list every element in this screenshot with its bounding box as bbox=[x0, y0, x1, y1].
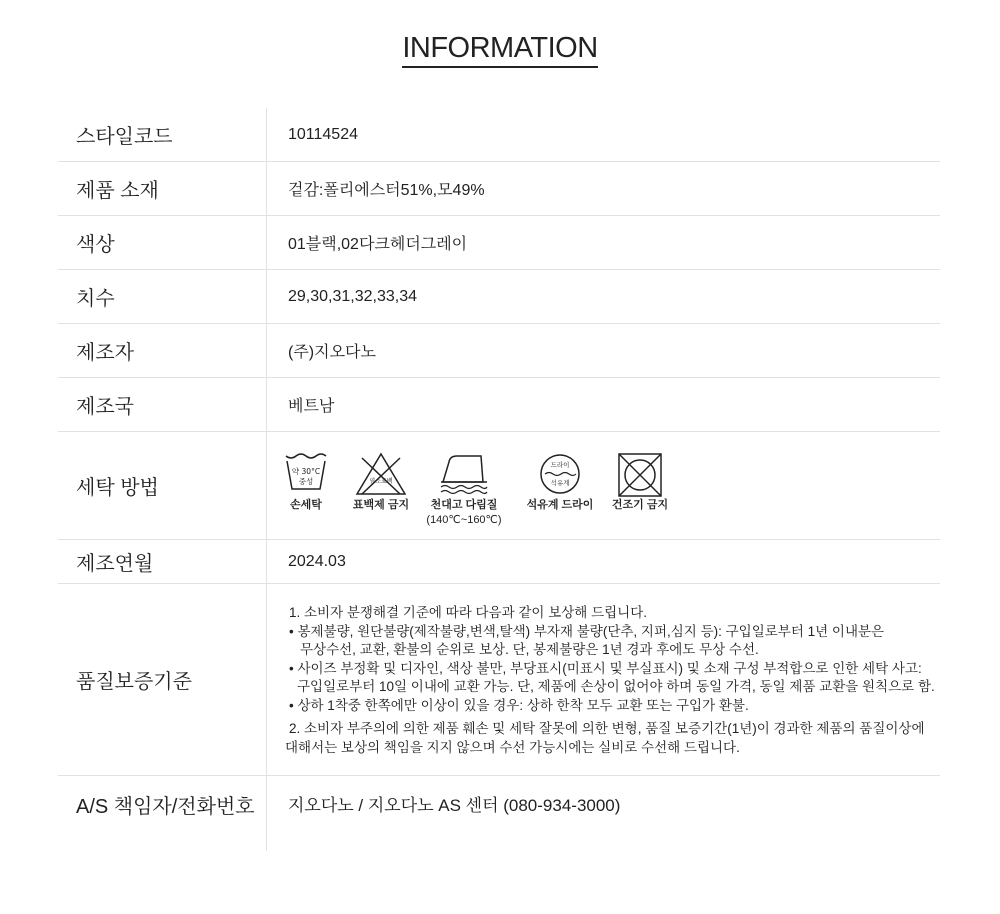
page-title: INFORMATION bbox=[402, 30, 597, 68]
iron-caption-wrap bbox=[426, 498, 501, 528]
no-bleach-text: 염소표백 bbox=[369, 478, 393, 485]
table-row bbox=[58, 432, 940, 540]
row-label-country: 제조국 bbox=[58, 378, 267, 431]
row-label-material: 제품 소재 bbox=[58, 162, 267, 215]
quality-item-1: 1. 소비자 분쟁해결 기준에 따라 다음과 같이 보상해 드립니다. bbox=[289, 605, 647, 620]
care-iron bbox=[424, 452, 504, 528]
dry-clean-petroleum-icon bbox=[538, 452, 582, 496]
row-value-country: 베트남 bbox=[288, 398, 335, 415]
row-label-mfg-date: 제조연월 bbox=[58, 540, 267, 583]
care-no-tumble bbox=[608, 452, 672, 513]
quality-bullet-2a: • 사이즈 부정확 및 디자인, 색상 불만, 부당표시(미표시 및 부실표시) 및 소재 구성 부적합으로 인한 세탁 사고: bbox=[289, 660, 922, 676]
no-bleach-caption: 표백제 금지 bbox=[352, 499, 410, 511]
row-value-style-code: 10114524 bbox=[288, 125, 358, 143]
info-table bbox=[58, 108, 940, 851]
iron-sub: (140℃~160℃) bbox=[426, 514, 502, 526]
table-row bbox=[58, 540, 940, 584]
care-dry-clean bbox=[522, 452, 598, 513]
no-tumble-caption: 건조기 금지 bbox=[611, 499, 669, 511]
quality-item-2b: 대해서는 보상의 책임을 지지 않으며 수선 가능시에는 실비로 수선해 드립니다. bbox=[285, 739, 740, 755]
table-row bbox=[58, 270, 940, 324]
no-bleach-icon bbox=[354, 452, 408, 496]
care-hand-wash bbox=[284, 452, 328, 513]
table-row bbox=[58, 584, 940, 776]
table-row bbox=[58, 324, 940, 378]
dry-clean-top: 드라이 bbox=[550, 461, 570, 469]
row-label-manufacturer: 제조자 bbox=[58, 324, 267, 377]
row-label-washing: 세탁 방법 bbox=[58, 432, 267, 539]
no-tumble-dry-icon bbox=[617, 452, 663, 498]
table-row bbox=[58, 216, 940, 270]
row-value-mfg-date: 2024.03 bbox=[288, 552, 346, 570]
dry-clean-bottom: 석유계 bbox=[550, 479, 570, 487]
care-no-bleach bbox=[354, 452, 408, 513]
quality-bullet-1b: 무상수선, 교환, 환불의 순위로 보상. 단, 봉제불량은 1년 경과 후에도 무상 수선. bbox=[300, 642, 759, 657]
row-label-quality: 품질보증기준 bbox=[58, 584, 267, 775]
row-label-style-code: 스타일코드 bbox=[58, 108, 267, 161]
quality-text bbox=[267, 584, 940, 775]
row-value-color: 01블랙,02다크헤더그레이 bbox=[288, 236, 468, 253]
quality-bullet-1a: • 봉제불량, 원단불량(제작불량,변색,탈색) 부자재 불량(단추, 지퍼,심지 등): 구입일로부터 1년 이내분은 bbox=[289, 623, 885, 639]
table-row bbox=[58, 108, 940, 162]
row-label-as: A/S 책임자/전화번호 bbox=[58, 776, 267, 851]
iron-cloth-icon bbox=[439, 452, 489, 496]
hand-wash-sub: 중성 bbox=[298, 477, 314, 486]
row-value-manufacturer: (주)지오다노 bbox=[288, 344, 376, 361]
care-symbols bbox=[267, 432, 940, 539]
quality-item-2a: 2. 소비자 부주의에 의한 제품 훼손 및 세탁 잘못에 의한 변형, 품질 보증기간(1년)이 경과한 제품의 품질이상에 bbox=[289, 721, 925, 736]
dry-clean-caption: 석유계 드라이 bbox=[526, 499, 594, 511]
row-label-color: 색상 bbox=[58, 216, 267, 269]
row-value-as: 지오다노 / 지오다노 AS 센터 (080-934-3000) bbox=[288, 796, 621, 815]
row-value-size: 29,30,31,32,33,34 bbox=[288, 287, 418, 305]
hand-wash-temp: 약 30°C bbox=[291, 467, 321, 476]
hand-wash-icon bbox=[284, 452, 328, 492]
table-row bbox=[58, 378, 940, 432]
table-row bbox=[58, 776, 940, 851]
quality-bullet-3: • 상하 1착중 한쪽에만 이상이 있을 경우: 상하 한착 모두 교환 또는 구입가 환불. bbox=[289, 697, 749, 713]
quality-bullet-2b: 구입일로부터 10일 이내에 교환 가능. 단, 제품에 손상이 없어야 하며 동일 가격, 동일 제품 교환을 원칙으로 함. bbox=[297, 679, 935, 694]
page-title-wrap bbox=[0, 30, 1000, 68]
row-label-size: 치수 bbox=[58, 270, 267, 323]
hand-wash-caption: 손세탁 bbox=[290, 499, 322, 511]
table-row bbox=[58, 162, 940, 216]
row-value-material: 겉감:폴리에스터51%,모49% bbox=[288, 182, 485, 199]
iron-caption: 천대고 다림질 bbox=[430, 499, 498, 511]
